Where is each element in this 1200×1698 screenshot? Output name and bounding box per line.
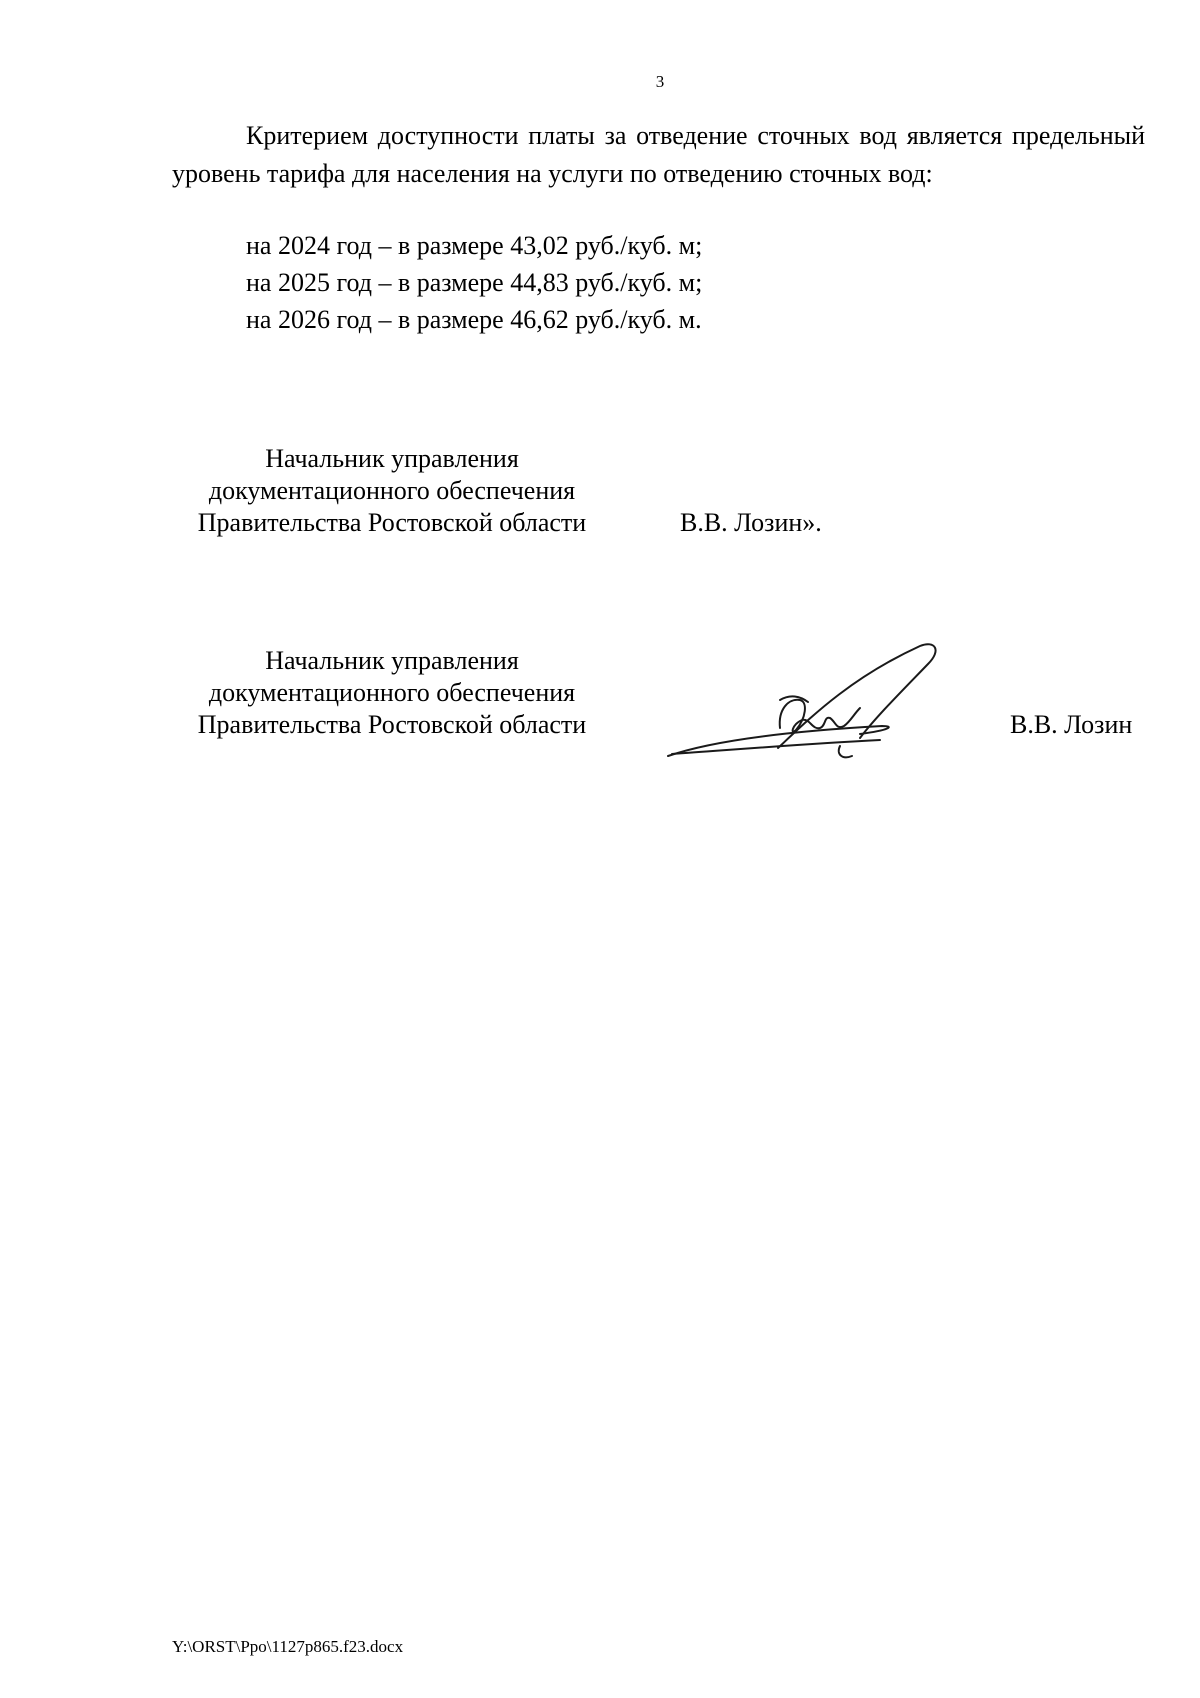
signatory-title-line: Начальник управления xyxy=(265,444,519,473)
tariff-line-2026: на 2026 год – в размере 46,62 руб./куб. м. xyxy=(246,305,702,334)
signatory-title-line: документационного обеспечения xyxy=(208,476,576,505)
handwritten-signature xyxy=(660,638,950,768)
signatory-title-line: документационного обеспечения xyxy=(208,678,576,707)
signatory-title-line: Правительства Ростовской области xyxy=(197,508,587,537)
tariff-line-2024: на 2024 год – в размере 43,02 руб./куб. м; xyxy=(246,231,703,260)
signatory-name: В.В. Лозин». xyxy=(680,508,822,537)
criterion-paragraph: Критерием доступности платы за отведение сточных вод является предельный уровень тарифа для населения на услуги по отведению сточных вод: xyxy=(172,121,1145,188)
tariff-line-2025: на 2025 год – в размере 44,83 руб./куб. м; xyxy=(246,268,703,297)
page-number: 3 xyxy=(655,72,665,91)
signatory-title-line: Правительства Ростовской области xyxy=(197,710,587,739)
signatory-title-line: Начальник управления xyxy=(265,646,519,675)
signatory-name: В.В. Лозин xyxy=(1010,710,1133,739)
file-path-footer: Y:\ORST\Ppo\1127p865.f23.docx xyxy=(172,1637,404,1656)
